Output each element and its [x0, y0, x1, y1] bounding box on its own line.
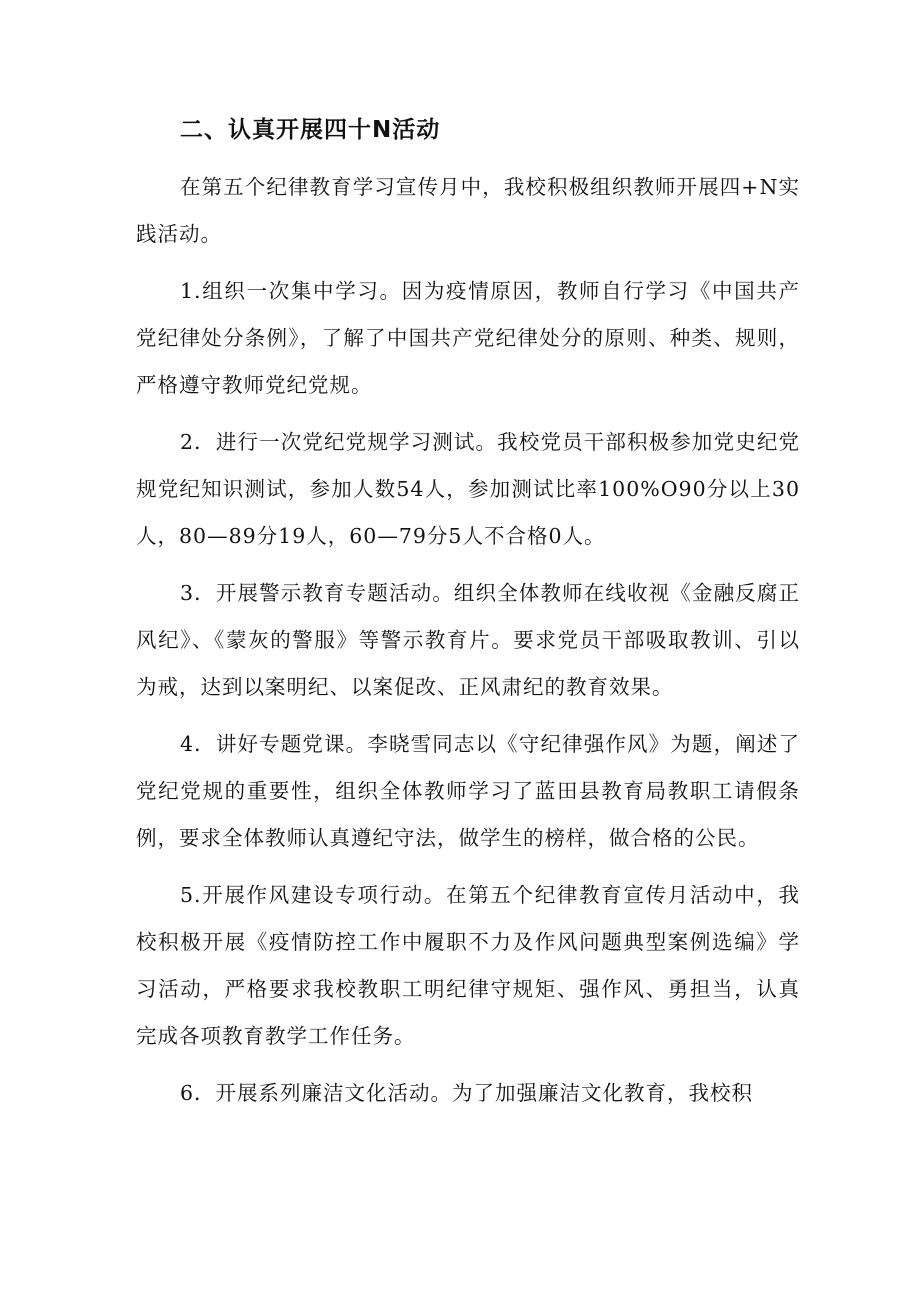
section-heading: 二、认真开展四十N活动: [180, 117, 441, 143]
item-4-paragraph: 4．讲好专题党课。李晓雪同志以《守纪律强作风》为题，阐述了党纪党规的重要性，组织全体教师学习了蓝田县教育局教职工请假条例，要求全体教师认真遵纪守法，做学生的榜样，做合格的公民。: [136, 732, 800, 850]
intro-paragraph: 在第五个纪律教育学习宣传月中，我校积极组织教师开展四+N实践活动。: [136, 175, 800, 246]
item-6-paragraph: 6．开展系列廉洁文化活动。为了加强廉洁文化教育，我校积: [180, 1081, 754, 1105]
document-body: [136, 106, 800, 1127]
item-1-paragraph: 1.组织一次集中学习。因为疫情原因，教师自行学习《中国共产党纪律处分条例》，了解了中国共产党纪律处分的原则、种类、规则，严格遵守教师党纪党规。: [136, 279, 800, 397]
item-5-paragraph: 5.开展作风建设专项行动。在第五个纪律教育宣传月活动中，我校积极开展《疫情防控工作中履职不力及作风问题典型案例选编》学习活动，严格要求我校教职工明纪律守规矩、强作风、勇担当，认真完成各项教育教学工作任务。: [136, 883, 800, 1048]
item-2-paragraph: 2．进行一次党纪党规学习测试。我校党员干部积极参加党史纪党规党纪知识测试，参加人数54人，参加测试比率100%O90分以上30人，80—89分19人，60—79分5人不合格0人。: [136, 430, 800, 548]
item-3-paragraph: 3．开展警示教育专题活动。组织全体教师在线收视《金融反腐正风纪》、《蒙灰的警服》等警示教育片。要求党员干部吸取教训、引以为戒，达到以案明纪、以案促改、正风肃纪的教育效果。: [136, 581, 800, 699]
